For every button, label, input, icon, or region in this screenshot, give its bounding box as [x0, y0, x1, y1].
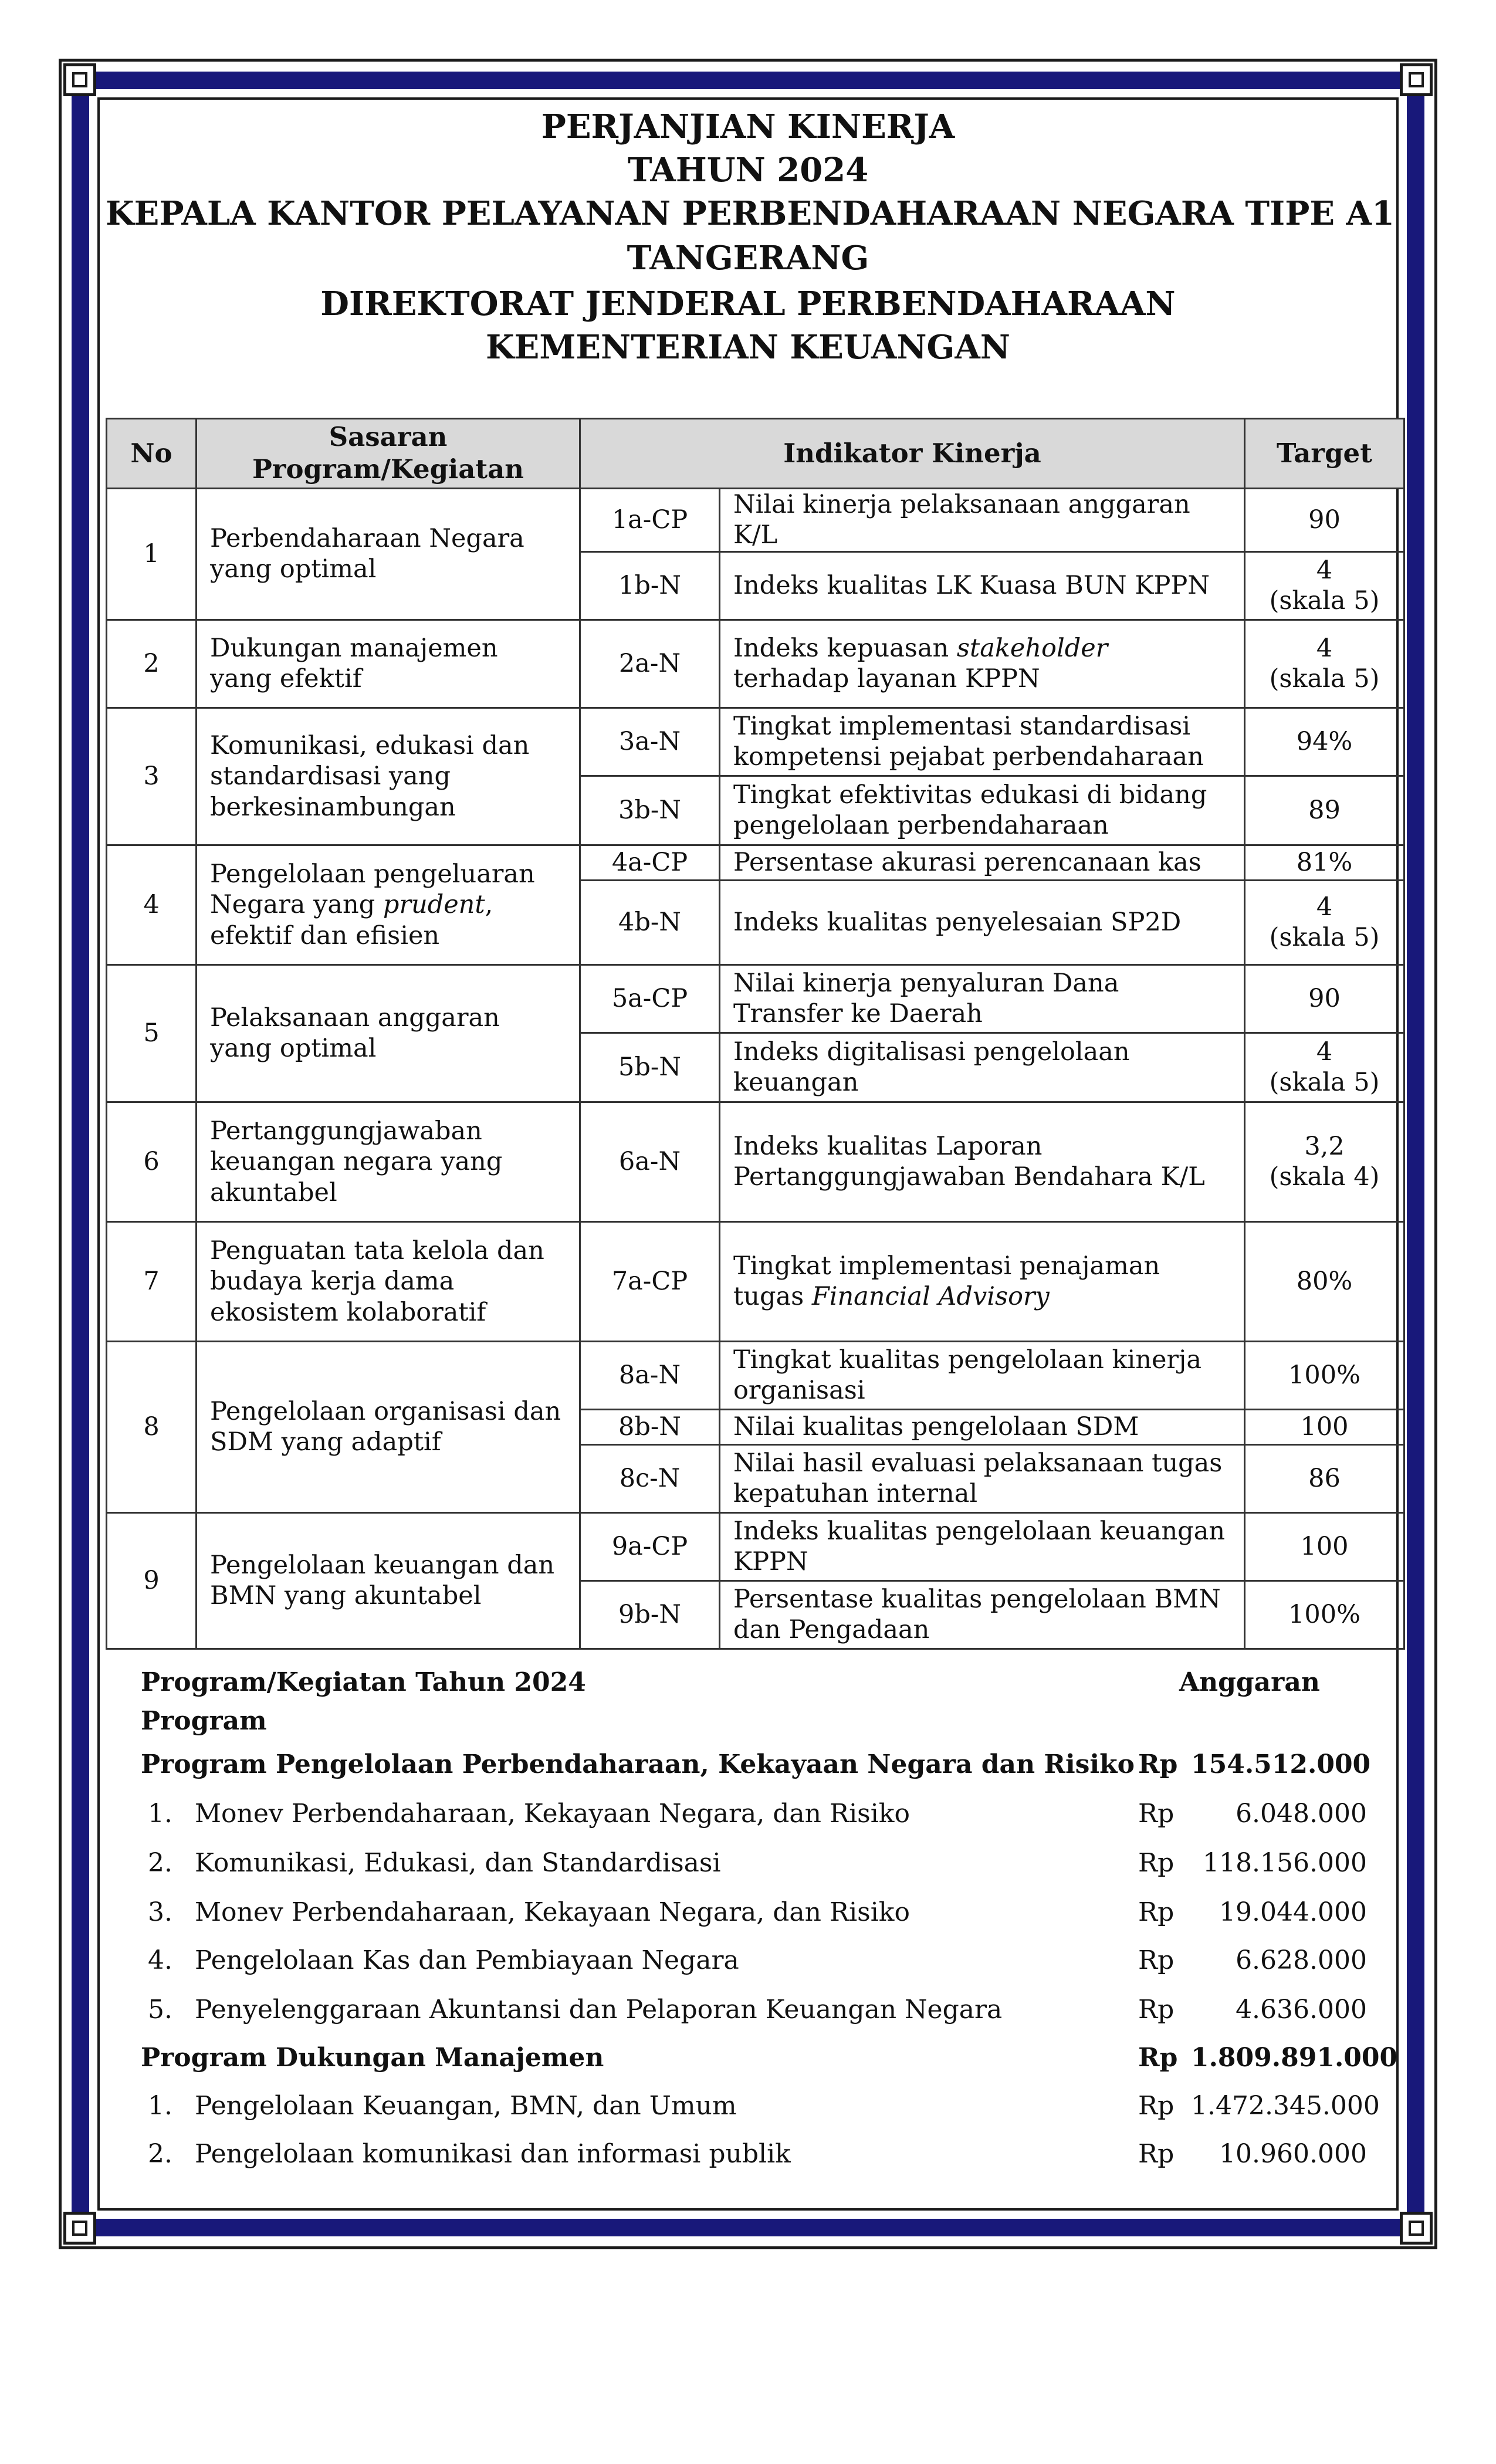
indicator-target: 100%	[1245, 1341, 1404, 1409]
indicator-text: Nilai kinerja pelaksanaan anggaran K/L	[720, 489, 1245, 552]
target-scale: (skala 5)	[1269, 586, 1380, 616]
indicator-code: 9b-N	[580, 1580, 720, 1649]
indicator-code: 8c-N	[580, 1444, 720, 1512]
indicator-target: 100	[1245, 1512, 1404, 1580]
indicator-code: 9a-CP	[580, 1512, 720, 1580]
indicator-text: Persentase kualitas pengelolaan BMN dan Pengadaan	[720, 1580, 1245, 1649]
activity-number: 2.	[148, 1848, 172, 1878]
target-value: 4	[1316, 1037, 1333, 1067]
indicator-text: Nilai kinerja penyaluran Dana Transfer ke Daerah	[720, 964, 1245, 1033]
indicator-text: Indeks kualitas penyelesaian SP2D	[720, 880, 1245, 964]
indicator-target: 90	[1245, 964, 1404, 1033]
indicator-target	[1245, 880, 1404, 964]
table-row	[107, 845, 1404, 880]
activity-number: 1.	[148, 1799, 172, 1829]
table-row	[107, 708, 1404, 776]
row-sasaran: Komunikasi, edukasi dan standardisasi yang berkesinambungan	[197, 708, 580, 845]
activity-amount: 118.156.000	[1203, 1848, 1367, 1878]
header-no: No	[107, 419, 197, 489]
program-amount: 154.512.000	[1191, 1749, 1371, 1779]
indicator-text: Indeks kualitas LK Kuasa BUN KPPN	[720, 551, 1245, 620]
activity-name: Penyelenggaraan Akuntansi dan Pelaporan Keuangan Negara	[195, 1995, 1003, 2025]
frame-corner-top-left	[63, 63, 96, 96]
activity-name: Pengelolaan Keuangan, BMN, dan Umum	[195, 2091, 737, 2121]
budget-program-row	[141, 2043, 1398, 2073]
target-scale: (skala 5)	[1269, 923, 1380, 953]
row-no: 2	[107, 620, 197, 708]
program-amount: 1.809.891.000	[1191, 2043, 1398, 2073]
indicator-text: Persentase akurasi perencanaan kas	[720, 845, 1245, 880]
currency-label: Rp	[1138, 1897, 1175, 1927]
indicator-text-part: Tingkat implementasi penajaman tugas	[733, 1251, 1160, 1312]
row-sasaran: Perbendaharaan Negara yang optimal	[197, 489, 580, 620]
row-sasaran: Pelaksanaan anggaran yang optimal	[197, 964, 580, 1102]
row-no: 7	[107, 1221, 197, 1341]
table-header-row	[107, 419, 1404, 489]
indicator-text: Tingkat implementasi standardisasi kompetensi pejabat perbendaharaan	[720, 708, 1245, 776]
row-sasaran: Pengelolaan organisasi dan SDM yang adaptif	[197, 1341, 580, 1512]
indicator-code: 5a-CP	[580, 964, 720, 1033]
indicator-code: 2a-N	[580, 620, 720, 708]
table-row	[107, 1221, 1404, 1341]
title-line-6: KEMENTERIAN KEUANGAN	[485, 328, 1010, 367]
header-target: Target	[1245, 419, 1404, 489]
currency-label: Rp	[1138, 1945, 1175, 1975]
title-line-1: PERJANJIAN KINERJA	[541, 107, 955, 146]
row-no: 6	[107, 1102, 197, 1221]
indicator-target	[1245, 1033, 1404, 1102]
sasaran-text-part: , efektif dan efisien	[210, 890, 493, 950]
budget-program-row	[141, 1749, 1373, 1779]
activity-amount: 6.628.000	[1236, 1945, 1367, 1975]
indicator-text: Tingkat efektivitas edukasi di bidang pengelolaan perbendaharaan	[720, 776, 1245, 845]
program-name: Program Pengelolaan Perbendaharaan, Kekayaan Negara dan Risiko	[141, 1749, 1135, 1779]
target-value: 4	[1316, 555, 1333, 585]
indicator-text-part: Indeks kepuasan	[733, 633, 957, 663]
table-row	[107, 489, 1404, 552]
indicator-target	[1245, 1102, 1404, 1221]
row-sasaran: Dukungan manajemen yang efektif	[197, 620, 580, 708]
indicator-text-italic: Financial Advisory	[811, 1282, 1050, 1312]
currency-label: Rp	[1138, 1799, 1175, 1829]
frame-corner-bottom-right	[1400, 2212, 1433, 2245]
indicator-text	[720, 620, 1245, 708]
indicator-code: 3b-N	[580, 776, 720, 845]
indicator-target: 89	[1245, 776, 1404, 845]
table-row	[107, 1512, 1404, 1580]
indicator-target: 100%	[1245, 1580, 1404, 1649]
indicator-text	[720, 1221, 1245, 1341]
title-line-5: DIREKTORAT JENDERAL PERBENDAHARAAN	[320, 285, 1176, 323]
currency-label: Rp	[1138, 2043, 1178, 2073]
budget-subheading: Program	[141, 1706, 267, 1736]
target-scale: (skala 5)	[1269, 664, 1380, 694]
indicator-code: 4b-N	[580, 880, 720, 964]
activity-number: 2.	[148, 2139, 172, 2169]
activity-amount: 4.636.000	[1236, 1995, 1367, 2025]
row-no: 9	[107, 1512, 197, 1649]
target-value: 4	[1316, 633, 1333, 663]
budget-heading-anggaran: Anggaran	[1179, 1667, 1320, 1697]
title-line-3: KEPALA KANTOR PELAYANAN PERBENDAHARAAN NEGARA TIPE A1	[106, 194, 1395, 233]
currency-label: Rp	[1138, 1749, 1178, 1779]
indicator-text: Indeks digitalisasi pengelolaan keuangan	[720, 1033, 1245, 1102]
frame-corner-top-right	[1400, 63, 1433, 96]
indicator-target: 81%	[1245, 845, 1404, 880]
header-indikator: Indikator Kinerja	[580, 419, 1245, 489]
table-row	[107, 1102, 1404, 1221]
budget-heading: Program/Kegiatan Tahun 2024	[141, 1667, 586, 1697]
indicator-text-italic: stakeholder	[956, 633, 1108, 663]
target-value: 3,2	[1304, 1131, 1345, 1161]
activity-amount: 6.048.000	[1236, 1799, 1367, 1829]
indicator-code: 1b-N	[580, 551, 720, 620]
indicator-target	[1245, 551, 1404, 620]
row-sasaran: Penguatan tata kelola dan budaya kerja dama ekosistem kolaboratif	[197, 1221, 580, 1341]
activity-amount: 1.472.345.000	[1191, 2091, 1380, 2121]
indicator-text: Indeks kualitas Laporan Pertanggungjawaban Bendahara K/L	[720, 1102, 1245, 1221]
row-no: 5	[107, 964, 197, 1102]
indicator-target: 90	[1245, 489, 1404, 552]
indicator-code: 5b-N	[580, 1033, 720, 1102]
target-scale: (skala 5)	[1269, 1068, 1380, 1098]
activity-name: Pengelolaan Kas dan Pembiayaan Negara	[195, 1945, 739, 1975]
header-sasaran: Sasaran Program/Kegiatan	[197, 419, 580, 489]
table-row	[107, 1341, 1404, 1409]
sasaran-text-part: Pengelolaan pengeluaran Negara yang	[210, 859, 535, 920]
activity-number: 1.	[148, 2091, 172, 2121]
title-line-2: TAHUN 2024	[627, 151, 869, 189]
row-no: 8	[107, 1341, 197, 1512]
activity-number: 5.	[148, 1995, 172, 2025]
row-no: 3	[107, 708, 197, 845]
indicator-code: 7a-CP	[580, 1221, 720, 1341]
currency-label: Rp	[1138, 2139, 1175, 2169]
indicator-text-part: terhadap layanan KPPN	[733, 664, 1040, 694]
table-row	[107, 964, 1404, 1033]
indicator-target: 94%	[1245, 708, 1404, 776]
activity-number: 3.	[148, 1897, 172, 1927]
indicator-code: 8a-N	[580, 1341, 720, 1409]
program-name: Program Dukungan Manajemen	[141, 2043, 604, 2073]
indicator-code: 3a-N	[580, 708, 720, 776]
row-sasaran	[197, 845, 580, 964]
activity-amount: 19.044.000	[1219, 1897, 1367, 1927]
indicator-text: Tingkat kualitas pengelolaan kinerja organisasi	[720, 1341, 1245, 1409]
activity-amount: 10.960.000	[1219, 2139, 1367, 2169]
row-sasaran: Pengelolaan keuangan dan BMN yang akuntabel	[197, 1512, 580, 1649]
activity-name: Pengelolaan komunikasi dan informasi publik	[195, 2139, 791, 2169]
currency-label: Rp	[1138, 1995, 1175, 2025]
currency-label: Rp	[1138, 1848, 1175, 1878]
indicator-target	[1245, 620, 1404, 708]
currency-label: Rp	[1138, 2091, 1175, 2121]
indicator-code: 6a-N	[580, 1102, 720, 1221]
row-sasaran: Pertanggungjawaban keuangan negara yang akuntabel	[197, 1102, 580, 1221]
row-no: 4	[107, 845, 197, 964]
indicator-target: 100	[1245, 1409, 1404, 1444]
target-scale: (skala 4)	[1269, 1162, 1380, 1192]
activity-name: Komunikasi, Edukasi, dan Standardisasi	[195, 1848, 721, 1878]
indicator-text: Nilai kualitas pengelolaan SDM	[720, 1409, 1245, 1444]
target-value: 4	[1316, 892, 1333, 922]
sasaran-text-italic: prudent	[383, 890, 485, 920]
frame-corner-bottom-left	[63, 2212, 96, 2245]
indicator-code: 8b-N	[580, 1409, 720, 1444]
row-no: 1	[107, 489, 197, 620]
activity-name: Monev Perbendaharaan, Kekayaan Negara, dan Risiko	[195, 1897, 910, 1927]
indicator-text: Indeks kualitas pengelolaan keuangan KPPN	[720, 1512, 1245, 1580]
performance-table	[106, 418, 1405, 1650]
indicator-code: 1a-CP	[580, 489, 720, 552]
activity-number: 4.	[148, 1945, 172, 1975]
title-line-4: TANGERANG	[627, 239, 869, 277]
indicator-target: 80%	[1245, 1221, 1404, 1341]
indicator-text: Nilai hasil evaluasi pelaksanaan tugas kepatuhan internal	[720, 1444, 1245, 1512]
activity-name: Monev Perbendaharaan, Kekayaan Negara, dan Risiko	[195, 1799, 910, 1829]
indicator-code: 4a-CP	[580, 845, 720, 880]
indicator-target: 86	[1245, 1444, 1404, 1512]
table-row	[107, 620, 1404, 708]
